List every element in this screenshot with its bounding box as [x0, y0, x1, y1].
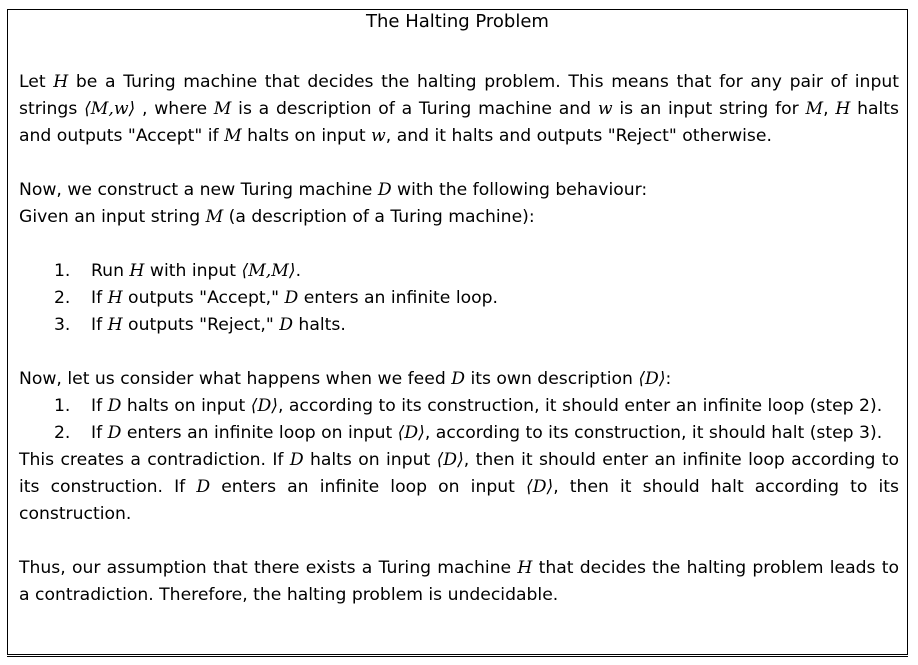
- list-item: 2. If H outputs "Accept," D enters an infinite loop.: [54, 288, 499, 308]
- paragraph-definition: Let H be a Turing machine that decides the halting problem. This means that for any pair of input strings ⟨M,w⟩ , where M is a description of a Turing machine and w is an input string for M, H halts and outputs "Accept" if M halts on input w, and it halts and outputs "Reject" otherwise.: [19, 72, 899, 146]
- document-body: [19, 69, 899, 609]
- paragraph-construction: Now, we construct a new Turing machine D with the following behaviour: Given an input string M (a description of a Turing machine):: [19, 180, 648, 227]
- list-item: 1. Run H with input ⟨M,M⟩.: [54, 261, 302, 281]
- list-item: 2. If D enters an infinite loop on input ⟨D⟩, according to its construction, it should halt (step 3).: [54, 423, 883, 443]
- construction-steps-list: [19, 258, 899, 339]
- list-item: 3. If H outputs "Reject," D halts.: [54, 315, 346, 335]
- list-item: 1. If D halts on input ⟨D⟩, according to its construction, it should enter an infinite loop (step 2).: [54, 396, 883, 416]
- paragraph-contradiction: This creates a contradiction. If D halts on input ⟨D⟩, then it should enter an infinite loop according to its construction. If D enters an infinite loop on input ⟨D⟩, then it should halt according to its construction.: [19, 450, 899, 524]
- paragraph-conclusion: Thus, our assumption that there exists a Turing machine H that decides the halting problem leads to a contradiction. Therefore, the halting problem is undecidable.: [19, 558, 899, 605]
- document-frame: [7, 9, 908, 655]
- document-title: The Halting Problem: [366, 11, 549, 32]
- cases-list: [19, 393, 899, 447]
- paragraph-self-application: Now, let us consider what happens when we feed D its own description ⟨D⟩:: [19, 369, 672, 389]
